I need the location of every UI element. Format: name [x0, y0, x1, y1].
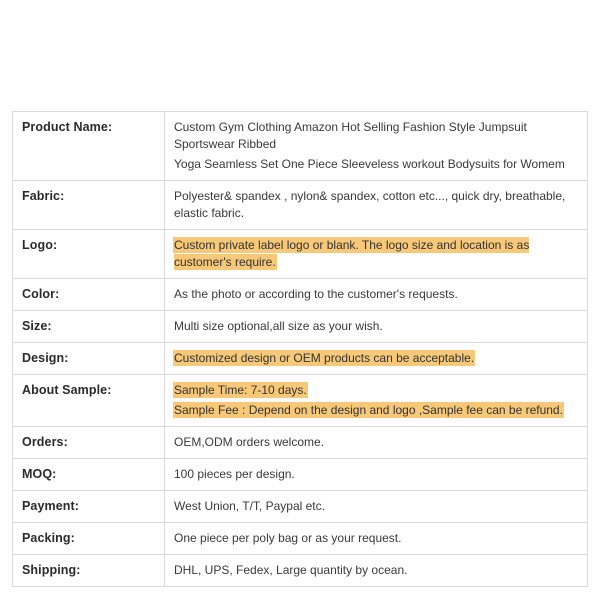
value-line: [174, 318, 579, 335]
spec-label-cell: Product Name:: [13, 112, 165, 181]
spec-value-cell: [165, 555, 588, 587]
value-text: OEM,ODM orders welcome.: [174, 435, 325, 449]
spec-value-cell: [165, 375, 588, 427]
value-line: [174, 562, 579, 579]
value-text: Polyester& spandex , nylon& spandex, cotton etc..., quick dry, breathable, elastic fabric.: [174, 189, 566, 220]
highlighted-value-line: [174, 382, 307, 399]
spec-value-cell: [165, 523, 588, 555]
table-row: [13, 230, 588, 279]
spec-value-cell: [165, 343, 588, 375]
spec-value-cell: [165, 279, 588, 311]
spec-value-cell: [165, 230, 588, 279]
spec-value-cell: [165, 311, 588, 343]
value-text: Multi size optional,all size as your wish.: [174, 319, 383, 333]
spec-label-cell: Design:: [13, 343, 165, 375]
spec-label-cell: About Sample:: [13, 375, 165, 427]
product-specification-table: [12, 111, 588, 587]
highlight-mark: Sample Fee : Depend on the design and logo ,Sample fee can be refund.: [174, 403, 563, 417]
table-row: [13, 311, 588, 343]
value-text: One piece per poly bag or as your request.: [174, 531, 402, 545]
table-row: [13, 343, 588, 375]
spec-value-cell: [165, 181, 588, 230]
table-row: [13, 555, 588, 587]
spec-value-cell: [165, 427, 588, 459]
spec-label-cell: Payment:: [13, 491, 165, 523]
spec-label-cell: Size:: [13, 311, 165, 343]
table-row: [13, 279, 588, 311]
value-text: DHL, UPS, Fedex, Large quantity by ocean.: [174, 563, 408, 577]
table-row: [13, 427, 588, 459]
table-body: [13, 112, 588, 587]
highlighted-value-line: [174, 237, 579, 271]
highlight-mark: Sample Time: 7-10 days.: [174, 383, 307, 397]
table-row: [13, 523, 588, 555]
value-line: [174, 156, 579, 173]
spec-label-cell: Orders:: [13, 427, 165, 459]
spec-label-cell: Color:: [13, 279, 165, 311]
table-row: [13, 181, 588, 230]
spec-label-cell: Shipping:: [13, 555, 165, 587]
table-row: [13, 459, 588, 491]
spec-label-cell: MOQ:: [13, 459, 165, 491]
spec-label-cell: Logo:: [13, 230, 165, 279]
value-text: 100 pieces per design.: [174, 467, 295, 481]
spec-value-cell: [165, 112, 588, 181]
value-line: [174, 466, 579, 483]
spec-value-cell: [165, 491, 588, 523]
value-text: Custom Gym Clothing Amazon Hot Selling Fashion Style Jumpsuit Sportswear Ribbed: [174, 120, 527, 151]
table-row: [13, 112, 588, 181]
value-line: [174, 530, 579, 547]
highlight-mark: Customized design or OEM products can be acceptable.: [174, 351, 475, 365]
table-row: [13, 375, 588, 427]
value-line: [174, 119, 579, 153]
highlight-mark: Custom private label logo or blank. The logo size and location is as customer's require.: [174, 238, 530, 269]
value-line: [174, 498, 579, 515]
highlighted-value-line: [174, 402, 563, 419]
specification-table-container: [12, 111, 588, 587]
value-text: West Union, T/T, Paypal etc.: [174, 499, 325, 513]
value-line: [174, 286, 579, 303]
table-row: [13, 491, 588, 523]
value-line: [174, 188, 579, 222]
highlighted-value-line: [174, 350, 474, 367]
value-text: As the photo or according to the customer's requests.: [174, 287, 458, 301]
spec-label-cell: Packing:: [13, 523, 165, 555]
value-text: Yoga Seamless Set One Piece Sleeveless workout Bodysuits for Womem: [174, 157, 565, 171]
value-line: [174, 434, 579, 451]
spec-label-cell: Fabric:: [13, 181, 165, 230]
spec-value-cell: [165, 459, 588, 491]
